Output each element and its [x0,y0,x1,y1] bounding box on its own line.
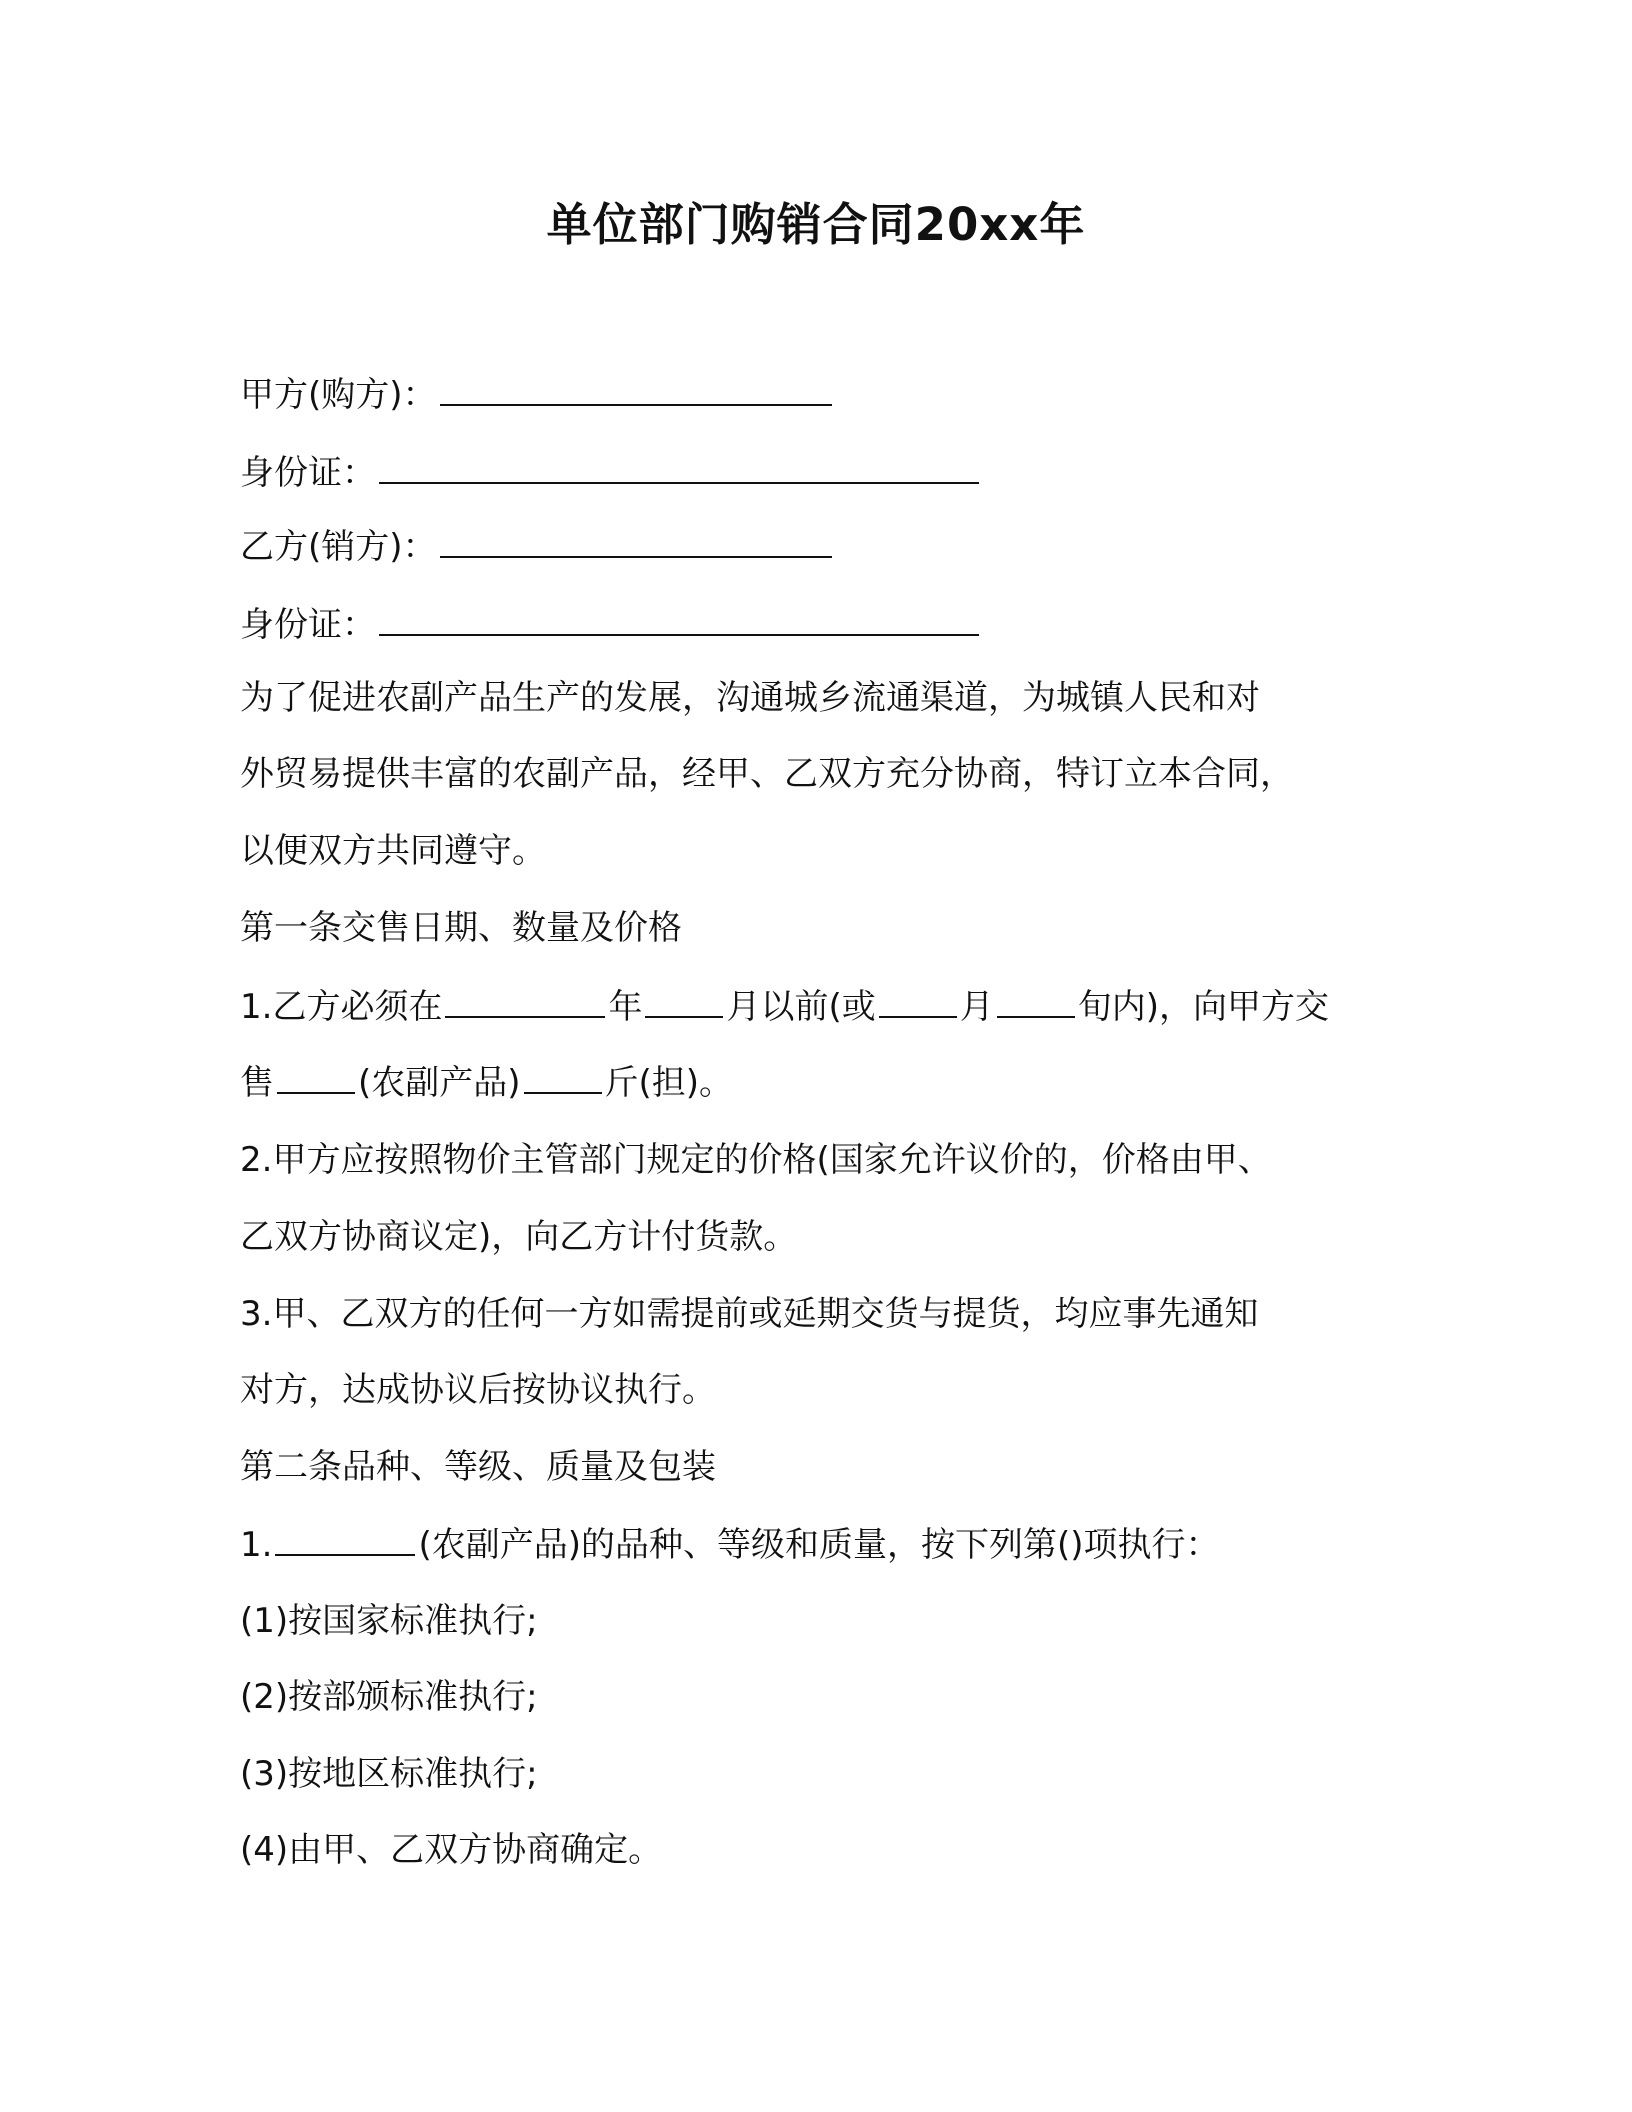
party-a-id-blank[interactable] [379,448,979,484]
party-a-line [240,370,835,419]
quantity-blank[interactable] [524,1058,602,1094]
party-a-blank[interactable] [440,370,832,406]
option-2: (2)按部颁标准执行; [240,1677,538,1717]
party-a-id-label: 身份证： [240,453,376,493]
year-blank[interactable] [445,982,605,1018]
party-b-line [240,522,835,571]
party-b-id-line [240,600,982,649]
party-a-id-line [240,448,982,497]
option-4: (4)由甲、乙双方协商确定。 [240,1830,663,1870]
preamble-line-2: 外贸易提供丰富的农副产品，经甲、乙双方充分协商，特订立本合同， [240,754,1294,794]
item1-text-a: 1.乙方必须在 [240,987,443,1027]
item1-text-h: 斤(担)。 [604,1063,734,1103]
month-blank[interactable] [645,982,723,1018]
article2-item1-line [240,1520,1220,1569]
party-b-blank[interactable] [440,522,832,558]
item1-text-c: 月以前(或 [726,987,876,1027]
article1-item2-line2: 乙双方协商议定)，向乙方计付货款。 [240,1217,798,1257]
option-3: (3)按地区标准执行; [240,1754,538,1794]
party-b-label: 乙方(销方)： [240,527,437,567]
item1-text-d: 月 [959,987,994,1027]
article1-item3-line1: 3.甲、乙双方的任何一方如需提前或延期交货与提货，均应事先通知 [240,1294,1259,1334]
party-a-label: 甲方(购方)： [240,375,437,415]
article1-item2-line1: 2.甲方应按照物价主管部门规定的价格(国家允许议价的，价格由甲、 [240,1140,1272,1180]
item1-text-e: 旬内)，向甲方交 [1077,987,1329,1027]
alt-month-blank[interactable] [879,982,957,1018]
article2-item1-text-a: 1. [240,1525,273,1565]
article2-heading: 第二条品种、等级、质量及包装 [240,1447,716,1487]
article1-item3-line2: 对方，达成协议后按协议执行。 [240,1370,716,1410]
period-blank[interactable] [997,982,1075,1018]
item1-text-g: (农副产品) [358,1063,521,1103]
option-1: (1)按国家标准执行; [240,1601,538,1641]
article1-heading: 第一条交售日期、数量及价格 [240,908,682,948]
preamble-line-1: 为了促进农副产品生产的发展，沟通城乡流通渠道，为城镇人民和对 [240,678,1260,718]
party-b-id-blank[interactable] [379,600,979,636]
article1-item1-line2 [240,1058,733,1107]
party-b-id-label: 身份证： [240,605,376,645]
article1-item1-line1 [240,982,1329,1031]
preamble-line-3: 以便双方共同遵守。 [240,831,546,871]
item1-text-f: 售 [240,1063,274,1103]
document-title: 单位部门购销合同20xx年 [546,198,1086,251]
product-blank[interactable] [277,1058,355,1094]
item1-text-b: 年 [608,987,643,1027]
article2-item1-text-b: (农副产品)的品种、等级和质量，按下列第()项执行： [418,1525,1220,1565]
article2-product-blank[interactable] [275,1520,415,1556]
